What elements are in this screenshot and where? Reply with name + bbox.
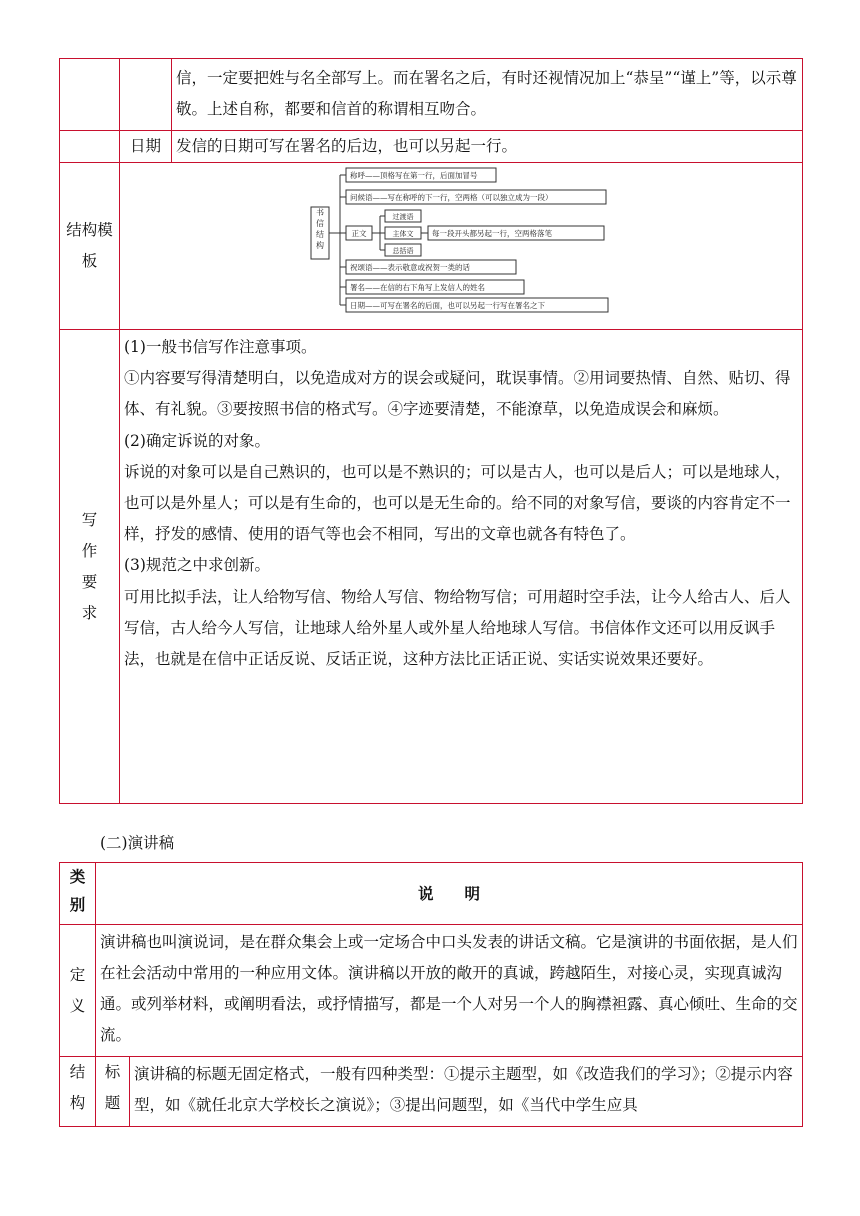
title-text: 演讲稿的标题无固定格式，一般有四种类型：①提示主题型，如《改造我们的学习》；②提示内容型，如《就任北京大学校长之演说》；③提出问题型，如《当代中学生应具 <box>130 1057 803 1127</box>
letter-table <box>59 58 803 804</box>
date-text: 发信的日期可写在署名的后边，也可以另起一行。 <box>172 131 803 163</box>
definition-text: 演讲稿也叫演说词，是在群众集会上或一定场合中口头发表的讲话文稿。它是演讲的书面依据，是人们在社会活动中常用的一种应用文体。演讲稿以开放的敞开的真诚，跨越陌生，对接心灵，实现真诚沟通。或列举材料，或阐明看法，或抒情描写，都是一个人对另一个人的胸襟袒露、真心倾吐、生命的交流。 <box>96 925 803 1057</box>
date-label: 日期 <box>120 131 172 163</box>
speech-table <box>59 862 803 1127</box>
signature-text: 信，一定要把姓与名全部写上。而在署名之后，有时还视情况加上“恭呈”“谨上”等，以示尊敬。上述自称，都要和信首的称谓相互吻合。 <box>172 59 803 131</box>
structure-diagram-cell <box>120 163 803 330</box>
diagram-body-part: 主体文 <box>392 230 414 238</box>
empty-cell <box>120 59 172 131</box>
letter-structure-diagram <box>310 167 610 325</box>
header-category: 类 别 <box>60 863 96 925</box>
requirement-paragraph: 可用比拟手法，让人给物写信、物给人写信、物给物写信；可用超时空手法，让今人给古人、后人写信，古人给今人写信，让地球人给外星人或外星人给地球人写信。书信体作文还可以用反讽手法，也就是在信中正话反说、反话正说，这种方法比正话正说、实话实说效果还要好。 <box>124 587 791 669</box>
diagram-item-body: 正文 <box>351 229 367 238</box>
diagram-root: 书信结构 <box>316 208 324 250</box>
title-label: 标 题 <box>96 1057 130 1127</box>
requirement-paragraph: (1)一般书信写作注意事项。 <box>124 338 317 356</box>
structure-label: 结 构 <box>60 1057 96 1127</box>
writing-requirements-label: 写 作 要 求 <box>60 330 120 804</box>
requirement-paragraph: ①内容要写得清楚明白，以免造成对方的误会或疑问，耽误事情。②用词要热情、自然、贴切、得体、有礼貌。③要按照书信的格式写。④字迹要清楚，不能潦草，以免造成误会和麻烦。 <box>124 369 791 419</box>
structure-template-label: 结构模 板 <box>60 163 120 330</box>
diagram-svg <box>310 167 610 315</box>
diagram-body-note: 每一段开头都另起一行，空两格落笔 <box>432 229 552 238</box>
diagram-item-closing: 祝颂语——表示敬意或祝贺一类的话 <box>350 263 470 272</box>
diagram-item-date: 日期——可写在署名的后面，也可以另起一行写在署名之下 <box>350 301 545 310</box>
header-description: 说 明 <box>96 863 803 925</box>
requirement-paragraph: (3)规范之中求创新。 <box>124 556 270 575</box>
diagram-item-greeting: 称呼——顶格写在第一行，后面加冒号 <box>350 171 478 180</box>
diagram-item-salutation: 问候语——写在称呼的下一行，空两格（可以独立成为一段） <box>350 193 553 202</box>
section-title: (二)演讲稿 <box>100 834 175 852</box>
diagram-item-signature: 署名——在信的右下角写上发信人的姓名 <box>350 283 485 292</box>
requirement-paragraph: 诉说的对象可以是自己熟识的，也可以是不熟识的；可以是古人，也可以是后人；可以是地球人，也可以是外星人；可以是有生命的，也可以是无生命的。给不同的对象写信，要谈的内容肯定不一样，抒发的感情、使用的语气等也会不相同，写出的文章也就各有特色了。 <box>124 462 791 544</box>
empty-cell <box>60 131 120 163</box>
empty-cell <box>60 59 120 131</box>
writing-requirements-text <box>120 330 803 804</box>
requirement-paragraph: (2)确定诉说的对象。 <box>124 431 270 450</box>
diagram-body-part: 过渡语 <box>392 213 414 221</box>
diagram-body-part: 总括语 <box>392 247 414 255</box>
definition-label: 定 义 <box>60 925 96 1057</box>
